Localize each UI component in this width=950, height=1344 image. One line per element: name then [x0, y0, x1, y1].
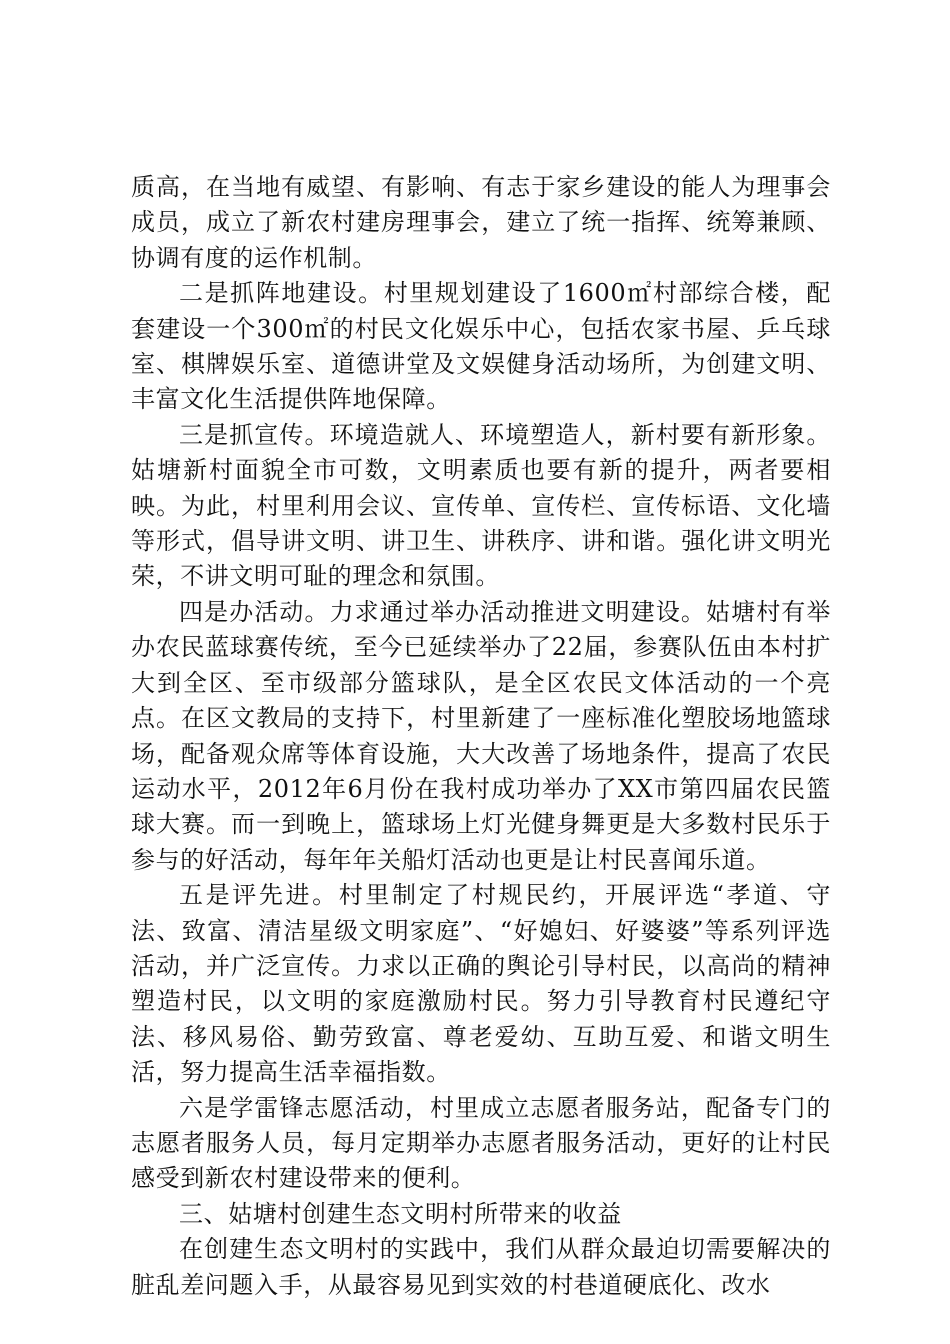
paragraph-publicity: 三是抓宣传。环境造就人、环境塑造人，新村要有新形象。姑塘新村面貌全市可数，文明素质也要有新的提升，两者要相映。为此，村里利用会议、宣传单、宣传栏、宣传标语、文化墙等形式，倡导讲文明、讲卫生、讲秩序、讲和谐。强化讲文明光荣，不讲文明可耻的理念和氛围。 [131, 420, 831, 591]
paragraph-position-building: 二是抓阵地建设。村里规划建设了1600㎡村部综合楼，配套建设一个300㎡的村民文化娱乐中心，包括农家书屋、乒乓球室、棋牌娱乐室、道德讲堂及文娱健身活动场所，为创建文明、丰富文化生活提供阵地保障。 [131, 279, 831, 414]
document-body [131, 170, 831, 1303]
section-heading-benefits: 三、姑塘村创建生态文明村所带来的收益 [179, 1199, 622, 1228]
paragraph-continuation: 质高，在当地有威望、有影响、有志于家乡建设的能人为理事会成员，成立了新农村建房理事会，建立了统一指挥、统筹兼顾、协调有度的运作机制。 [131, 173, 831, 272]
paragraph-activities: 四是办活动。力求通过举办活动推进文明建设。姑塘村有举办农民蓝球赛传统，至今已延续举办了22届，参赛队伍由本村扩大到全区、至市级部分篮球队，是全区农民文体活动的一个亮点。在区文教局的支持下，村里新建了一座标准化塑胶场地篮球场，配备观众席等体育设施，大大改善了场地条件，提高了农民运动水平，2012年6月份在我村成功举办了XX市第四届农民篮球大赛。而一到晚上，篮球场上灯光健身舞更是大多数村民乐于参与的好活动，每年年关船灯活动也更是让村民喜闻乐道。 [131, 597, 831, 874]
paragraph-volunteer: 六是学雷锋志愿活动，村里成立志愿者服务站，配备专门的志愿者服务人员，每月定期举办志愿者服务活动，更好的让村民感受到新农村建设带来的便利。 [131, 1093, 831, 1193]
paragraph-advanced-selection: 五是评先进。村里制定了村规民约，开展评选“孝道、守法、致富、清洁星级文明家庭”、“好媳妇、好婆婆”等系列评选活动，并广泛宣传。力求以正确的舆论引导村民，以高尚的精神塑造村民，以文明的家庭激励村民。努力引导教育村民遵纪守法、移风易俗、勤劳致富、尊老爱幼、互助互爱、和谐文明生活，努力提高生活幸福指数。 [131, 881, 831, 1087]
paragraph-practice: 在创建生态文明村的实践中，我们从群众最迫切需要解决的脏乱差问题入手，从最容易见到实效的村巷道硬底化、改水 [131, 1235, 831, 1299]
